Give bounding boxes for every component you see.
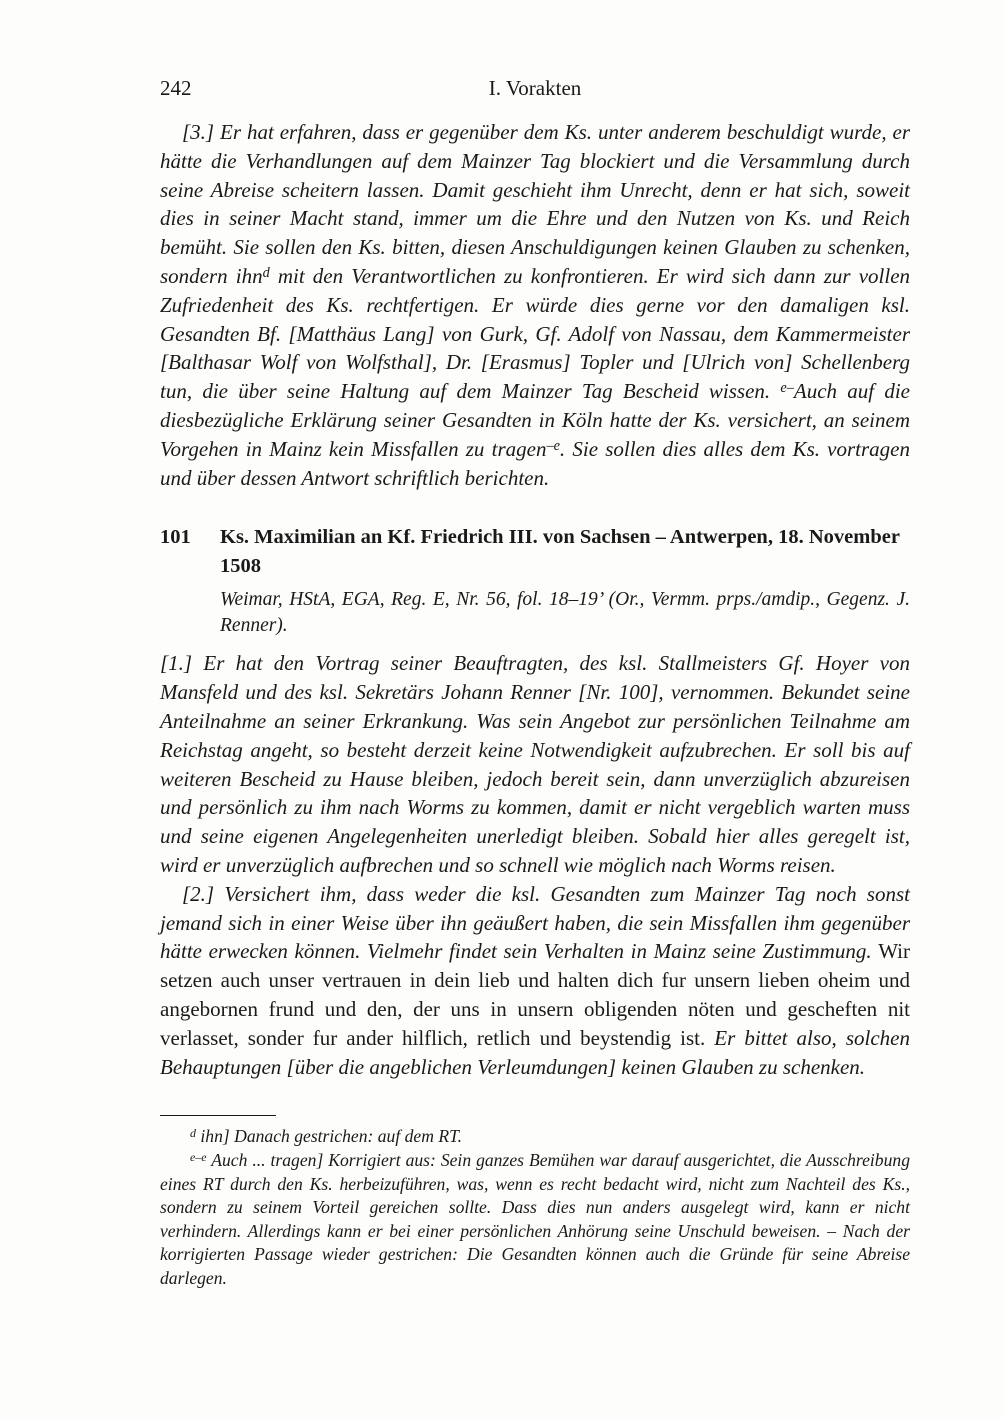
page-number: 242 — [160, 76, 192, 100]
text-segment: Auch ... tragen] Korrigiert aus: Sein ganzes Bemühen war darauf ausgerichtet, die Ausschreibung eines RT durch den Ks. herbeizuführen, was, wenn es recht bedacht wird, nicht zum Nachteil des Ks., sondern zu seinem Vorteil gereichen sollte. Dass dies nun anders ausgelegt wird, kann er nicht verhindern. Allerdings kann er bei einer persönlichen Anhörung seine Unschuld beweisen. – Nach der korrigierten Passage wieder gestrichen: Die Gesandten können auch die Gründe für seine Abreise darlegen. — [160, 1149, 910, 1288]
entry-heading — [160, 523, 910, 580]
page-header — [160, 76, 910, 100]
text-segment: [1.] Er hat den Vortrag seiner Beauftragten, des ksl. Stallmeisters Gf. Hoyer von Mansfeld und des ksl. Sekretärs Johann Renner [Nr. 100], vernommen. Bekundet seine Anteilnahme an seiner Erkrankung. Was sein Angebot zur persönlichen Teilnahme am Reichstag angeht, so besteht derzeit keine Notwendigkeit aufzubrechen. Er soll bis auf weiteren Bescheid zu Hause bleiben, jedoch bereit sein, dann unverzüglich abzureisen und persönlich zu ihm nach Worms zu kommen, damit er nicht vergeblich warten muss und seine eigenen Angelegenheiten unerledigt bleiben. Sobald hier alles geregelt ist, wird er unverzüglich aufbrechen und so schnell wie möglich nach Worms reisen. — [160, 651, 910, 877]
footnote-section — [160, 1115, 910, 1290]
text-segment: mit den Verantwortlichen zu konfrontieren. Er wird sich dann zur vollen Zufriedenheit des Ks. rechtfertigen. Er würde dies gerne vor den damaligen ksl. Gesandten Bf. [Matthäus Lang] von Gurk, Gf. Adolf von Nassau, dem Kammermeister [Balthasar Wolf von Wolfsthal], Dr. [Erasmus] Topler und [Ulrich von] Schellenberg tun, die über seine Haltung auf dem Mainzer Tag Bescheid wissen. — [160, 263, 911, 404]
text-segment: –e — [546, 437, 560, 454]
text-segment: e–e — [190, 1149, 207, 1164]
text-column — [160, 76, 910, 1290]
text-segment: [3.] Er hat erfahren, dass er gegenüber dem Ks. unter anderem beschuldigt wurde, er hätte die Verhandlungen auf dem Mainzer Tag blockiert und die Versammlung durch seine Abreise scheitern lassen. Damit geschieht ihm Unrecht, denn er hat sich, soweit dies in seiner Macht stand, immer um die Ehre und den Nutzen von Ks. und Reich bemüht. Sie sollen den Ks. bitten, diesen Anschuldigungen keinen Glauben zu schenken, sondern ihn — [160, 120, 910, 288]
text-segment: Wir setzen auch unser vertrauen in dein lieb und halten dich fur unsern lieben oheim und angebornen frund und den, der uns in unsern obligenden nöten und gescheften nit verlasset, sonder fur ander hilflich, retlich und beystendig ist. — [160, 939, 910, 1050]
paragraph-1 — [160, 649, 910, 879]
paragraph-2 — [160, 880, 910, 1082]
text-segment: . Sie sollen dies alles dem Ks. vortragen und über dessen Antwort schriftlich berichten. — [160, 436, 911, 490]
text-segment: e– — [780, 380, 794, 397]
entry-title: Ks. Maximilian an Kf. Friedrich III. von Sachsen – Antwerpen, 18. November 1508 — [220, 526, 900, 577]
running-title: I. Vorakten — [488, 76, 582, 100]
text-segment: Auch auf die diesbezügliche Erklärung seiner Gesandten in Köln hatte der Ks. versichert, an seinem Vorgehen in Mainz kein Missfallen zu tragen — [160, 379, 910, 461]
footnote-e — [160, 1149, 910, 1291]
text-segment: Er bittet also, solchen Behauptungen [über die angeblichen Verleumdungen] keinen Glauben zu schenken. — [160, 1025, 910, 1079]
paragraph-3 — [160, 118, 910, 492]
text-segment: ihn] Danach gestrichen: auf dem RT. — [195, 1126, 462, 1147]
text-segment: d — [262, 265, 270, 281]
text-segment: [2.] Versichert ihm, dass weder die ksl. Gesandten zum Mainzer Tag noch sonst jemand sich in einer Weise über ihn geäußert haben, die sein Missfallen ihm gegenüber hätte erwecken können. Vielmehr findet sein Verhalten in Mainz seine Zustimmung. — [160, 881, 910, 964]
footnote-rule — [160, 1115, 276, 1116]
text-segment: d — [190, 1126, 196, 1141]
footnote-d — [160, 1125, 910, 1149]
source-line: Weimar, HStA, EGA, Reg. E, Nr. 56, fol. 18–19’ (Or., Vermm. prps./amdip., Gegenz. J. Renner). — [220, 589, 910, 637]
entry-number: 101 — [160, 526, 191, 549]
